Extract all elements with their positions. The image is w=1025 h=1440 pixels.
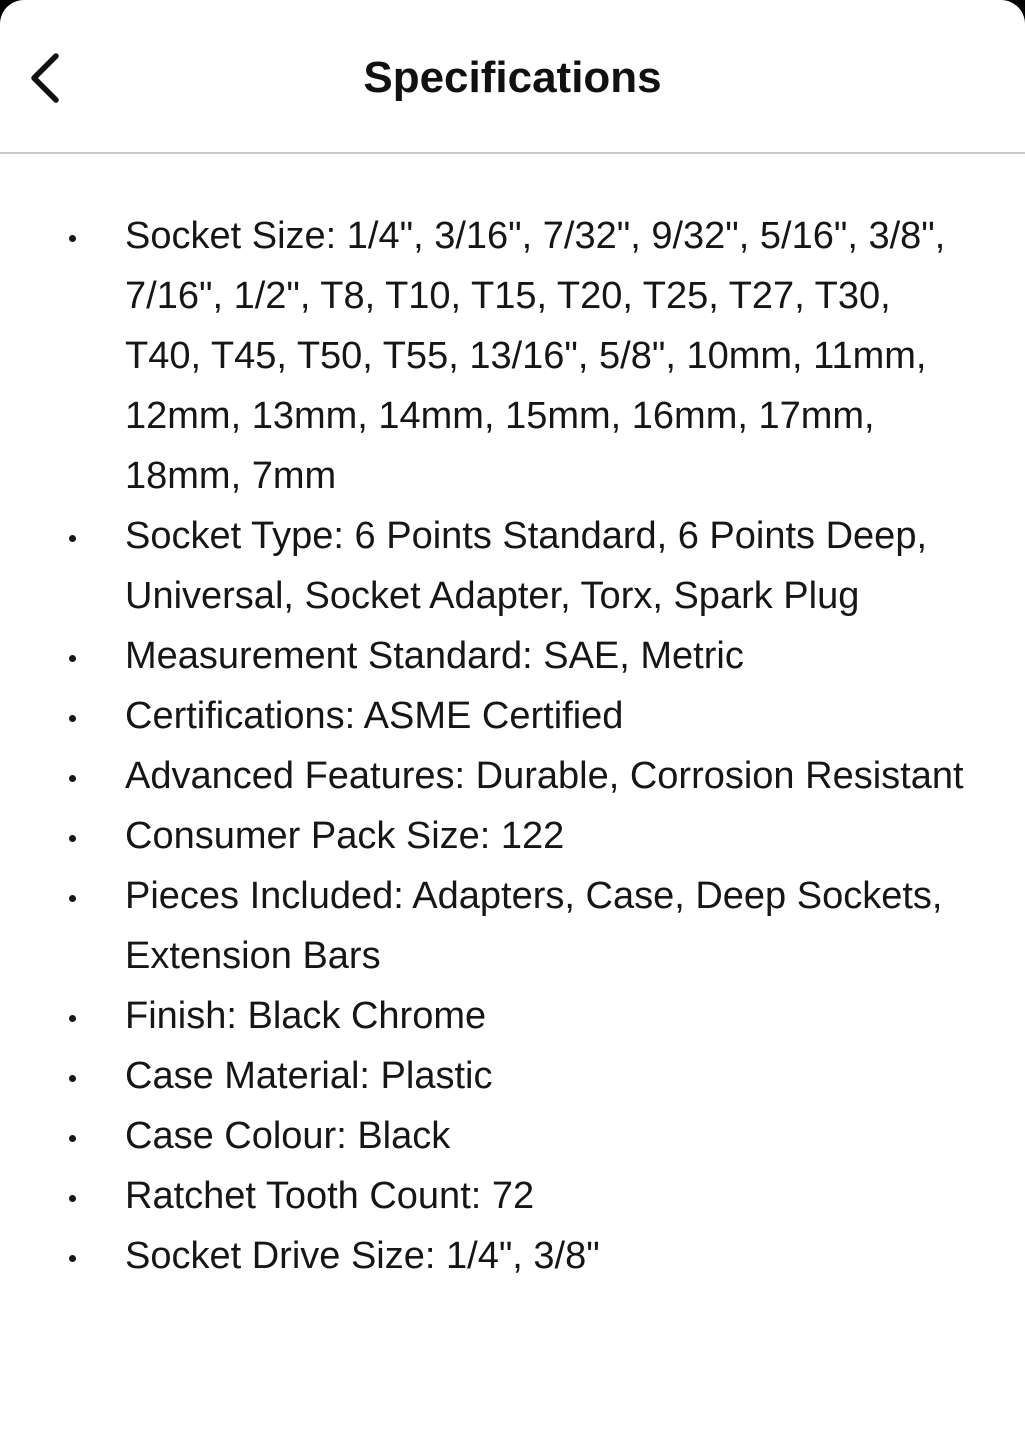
bullet-icon (66, 626, 78, 686)
spec-text: Socket Drive Size: 1/4", 3/8" (125, 1235, 600, 1277)
bullet-icon (66, 506, 78, 566)
spec-text: Socket Type: 6 Points Standard, 6 Points Deep, Universal, Socket Adapter, Torx, Spark Plug (125, 515, 928, 617)
spec-item-certifications (0, 686, 1025, 746)
spec-text: Consumer Pack Size: 122 (125, 815, 565, 857)
specifications-list (0, 206, 1025, 1286)
spec-text: Certifications: ASME Certified (125, 695, 624, 737)
bullet-icon (66, 866, 78, 926)
spec-item-case-material (0, 1046, 1025, 1106)
spec-item-socket-type (0, 506, 1025, 626)
spec-text: Pieces Included: Adapters, Case, Deep Sockets, Extension Bars (125, 875, 943, 977)
bullet-icon (66, 1106, 78, 1166)
spec-text: Case Colour: Black (125, 1115, 451, 1157)
spec-item-socket-size (0, 206, 1025, 506)
spec-item-advanced-features (0, 746, 1025, 806)
bullet-icon (66, 1046, 78, 1106)
spec-text: Finish: Black Chrome (125, 995, 487, 1037)
spec-item-finish (0, 986, 1025, 1046)
header-bar (0, 0, 1025, 154)
bullet-icon (66, 1226, 78, 1286)
spec-item-measurement-standard (0, 626, 1025, 686)
spec-item-consumer-pack-size (0, 806, 1025, 866)
bullet-icon (66, 806, 78, 866)
spec-item-socket-drive-size (0, 1226, 1025, 1286)
bullet-icon (66, 686, 78, 746)
spec-text: Advanced Features: Durable, Corrosion Resistant (125, 755, 964, 797)
spec-text: Socket Size: 1/4", 3/16", 7/32", 9/32", 5/16", 3/8", 7/16", 1/2", T8, T10, T15, T20, T25, T27, T30, T40, T45, T50, T55, 13/16", 5/8", 10mm, 11mm, 12mm, 13mm, 14mm, 15mm, 16mm, 17mm, 18mm, 7mm (125, 215, 946, 497)
specifications-content (0, 206, 1025, 1286)
spec-item-pieces-included (0, 866, 1025, 986)
page-title: Specifications (363, 53, 662, 102)
spec-text: Case Material: Plastic (125, 1055, 493, 1097)
bullet-icon (66, 986, 78, 1046)
bullet-icon (66, 206, 78, 266)
bullet-icon (66, 1166, 78, 1226)
spec-text: Ratchet Tooth Count: 72 (125, 1175, 535, 1217)
bullet-icon (66, 746, 78, 806)
spec-item-case-colour (0, 1106, 1025, 1166)
spec-text: Measurement Standard: SAE, Metric (125, 635, 744, 677)
spec-item-ratchet-tooth-count (0, 1166, 1025, 1226)
